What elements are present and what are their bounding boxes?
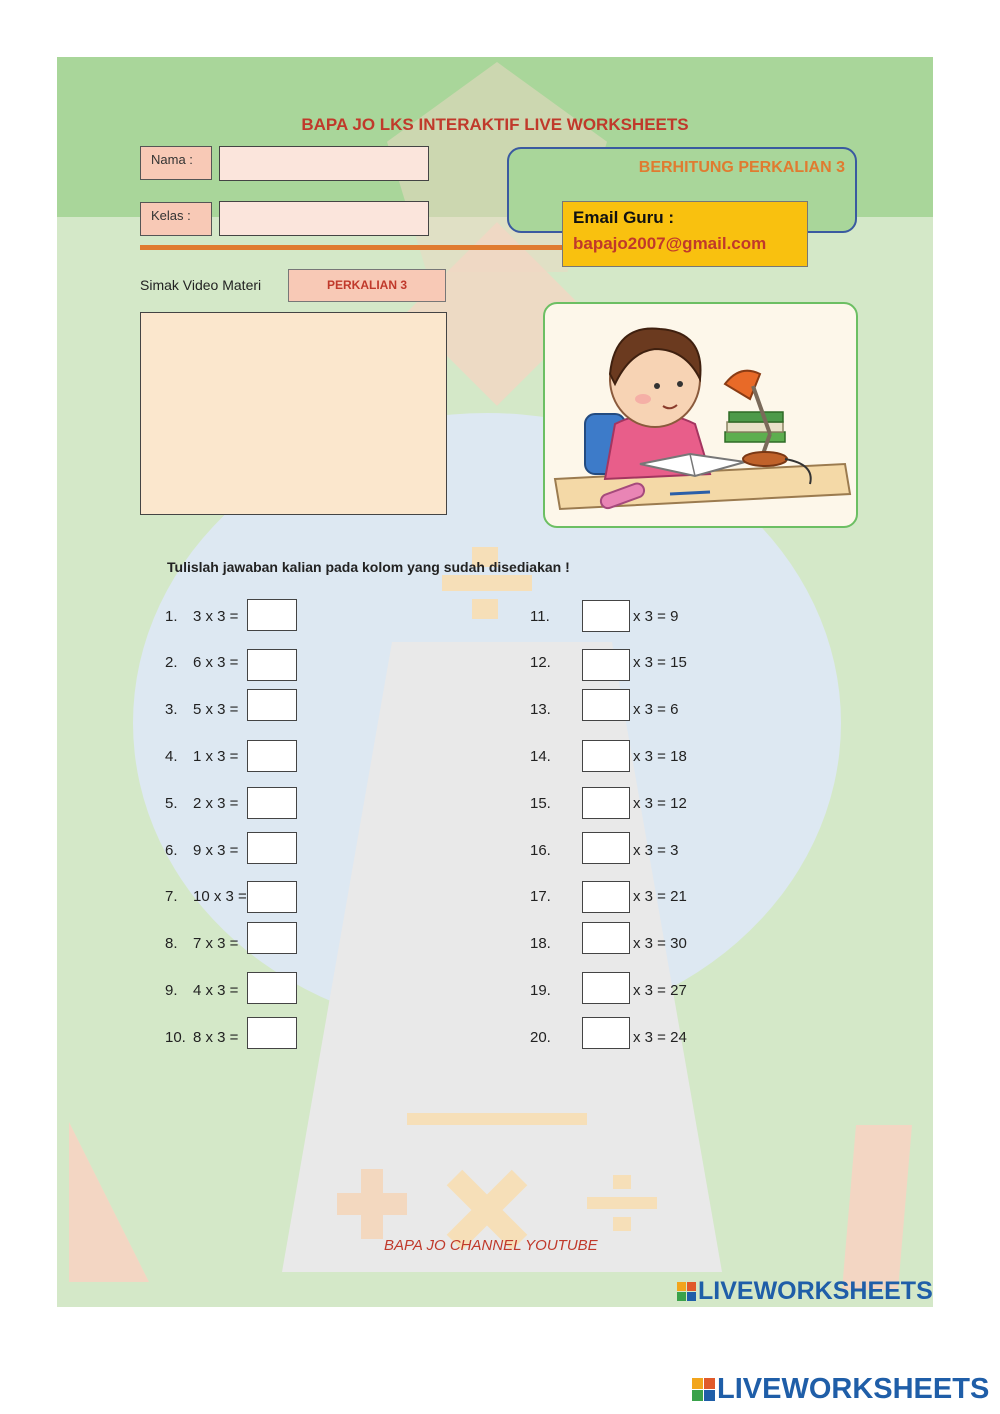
answer-box-10[interactable]	[247, 1017, 297, 1049]
worksheet-title: BAPA JO LKS INTERAKTIF LIVE WORKSHEETS	[301, 115, 689, 134]
question-text: 6 x 3 =	[193, 654, 239, 671]
video-caption: Simak Video Materi	[140, 277, 262, 293]
question-text: 10 x 3 =	[193, 888, 247, 905]
brand-name: LIVEWORKSHEETS	[698, 1277, 933, 1305]
channel-credit: BAPA JO CHANNEL YOUTUBE	[384, 1237, 598, 1254]
answer-box-1[interactable]	[247, 599, 297, 631]
brand-name: LIVEWORKSHEETS	[717, 1373, 990, 1405]
question-number: 2.	[165, 654, 178, 671]
question-text: 3 x 3 =	[193, 608, 239, 625]
question-text: x 3 = 21	[633, 888, 687, 905]
question-number: 14.	[530, 748, 551, 765]
student-reading-illustration	[545, 304, 856, 526]
question-number: 15.	[530, 795, 551, 812]
question-text: x 3 = 9	[633, 608, 679, 625]
video-placeholder[interactable]	[140, 312, 447, 515]
email-address: bapajo2007@gmail.com	[573, 234, 767, 253]
liveworksheets-logo-icon	[692, 1378, 715, 1401]
answer-box-15[interactable]	[582, 787, 630, 819]
answer-box-8[interactable]	[247, 922, 297, 954]
answer-box-14[interactable]	[582, 740, 630, 772]
question-number: 7.	[165, 888, 178, 905]
question-number: 10.	[165, 1029, 186, 1046]
question-number: 5.	[165, 795, 178, 812]
email-box	[562, 201, 808, 267]
brand-logo-page	[692, 1373, 989, 1406]
answer-box-12[interactable]	[582, 649, 630, 681]
worksheet-page	[57, 57, 933, 1307]
question-number: 16.	[530, 842, 551, 859]
brand-logo-sheet	[677, 1277, 933, 1306]
question-number: 17.	[530, 888, 551, 905]
answer-box-4[interactable]	[247, 740, 297, 772]
question-number: 9.	[165, 982, 178, 999]
answer-box-11[interactable]	[582, 600, 630, 632]
right-parallelogram-decoration	[842, 1125, 912, 1290]
question-number: 6.	[165, 842, 178, 859]
topic-title: BERHITUNG PERKALIAN 3	[638, 159, 845, 176]
question-number: 3.	[165, 701, 178, 718]
question-number: 13.	[530, 701, 551, 718]
question-text: 7 x 3 =	[193, 935, 239, 952]
question-number: 20.	[530, 1029, 551, 1046]
question-text: x 3 = 18	[633, 748, 687, 765]
answer-box-17[interactable]	[582, 881, 630, 913]
answer-box-6[interactable]	[247, 832, 297, 864]
question-text: 8 x 3 =	[193, 1029, 239, 1046]
student-illustration-frame	[543, 302, 858, 528]
question-number: 12.	[530, 654, 551, 671]
name-label: Nama :	[140, 146, 212, 180]
question-text: x 3 = 30	[633, 935, 687, 952]
divide-sign-decoration-small	[587, 1175, 657, 1235]
answer-box-9[interactable]	[247, 972, 297, 1004]
question-text: 5 x 3 =	[193, 701, 239, 718]
answer-box-16[interactable]	[582, 832, 630, 864]
class-label: Kelas :	[140, 202, 212, 236]
question-text: x 3 = 24	[633, 1029, 687, 1046]
class-input[interactable]	[219, 201, 429, 236]
question-text: 2 x 3 =	[193, 795, 239, 812]
question-text: 9 x 3 =	[193, 842, 239, 859]
email-label: Email Guru :	[573, 208, 675, 227]
question-text: x 3 = 6	[633, 701, 679, 718]
question-text: 1 x 3 =	[193, 748, 239, 765]
answer-box-13[interactable]	[582, 689, 630, 721]
answer-box-5[interactable]	[247, 787, 297, 819]
question-text: x 3 = 15	[633, 654, 687, 671]
question-number: 11.	[530, 608, 550, 625]
plus-sign-decoration	[337, 1169, 407, 1239]
orange-divider-line	[140, 245, 580, 250]
answer-box-2[interactable]	[247, 649, 297, 681]
instruction-text: Tulislah jawaban kalian pada kolom yang sudah disediakan !	[167, 559, 570, 575]
question-text: 4 x 3 =	[193, 982, 239, 999]
question-text: x 3 = 12	[633, 795, 687, 812]
answer-box-20[interactable]	[582, 1017, 630, 1049]
question-text: x 3 = 27	[633, 982, 687, 999]
question-number: 18.	[530, 935, 551, 952]
question-number: 4.	[165, 748, 178, 765]
left-triangle-decoration	[69, 1122, 149, 1282]
answer-box-3[interactable]	[247, 689, 297, 721]
minus-bar-decoration	[407, 1113, 587, 1125]
answer-box-18[interactable]	[582, 922, 630, 954]
video-button[interactable]: PERKALIAN 3	[288, 269, 446, 302]
question-number: 1.	[165, 608, 178, 625]
question-number: 19.	[530, 982, 551, 999]
question-text: x 3 = 3	[633, 842, 679, 859]
answer-box-19[interactable]	[582, 972, 630, 1004]
answer-box-7[interactable]	[247, 881, 297, 913]
question-number: 8.	[165, 935, 178, 952]
name-input[interactable]	[219, 146, 429, 181]
liveworksheets-logo-icon	[677, 1282, 696, 1301]
